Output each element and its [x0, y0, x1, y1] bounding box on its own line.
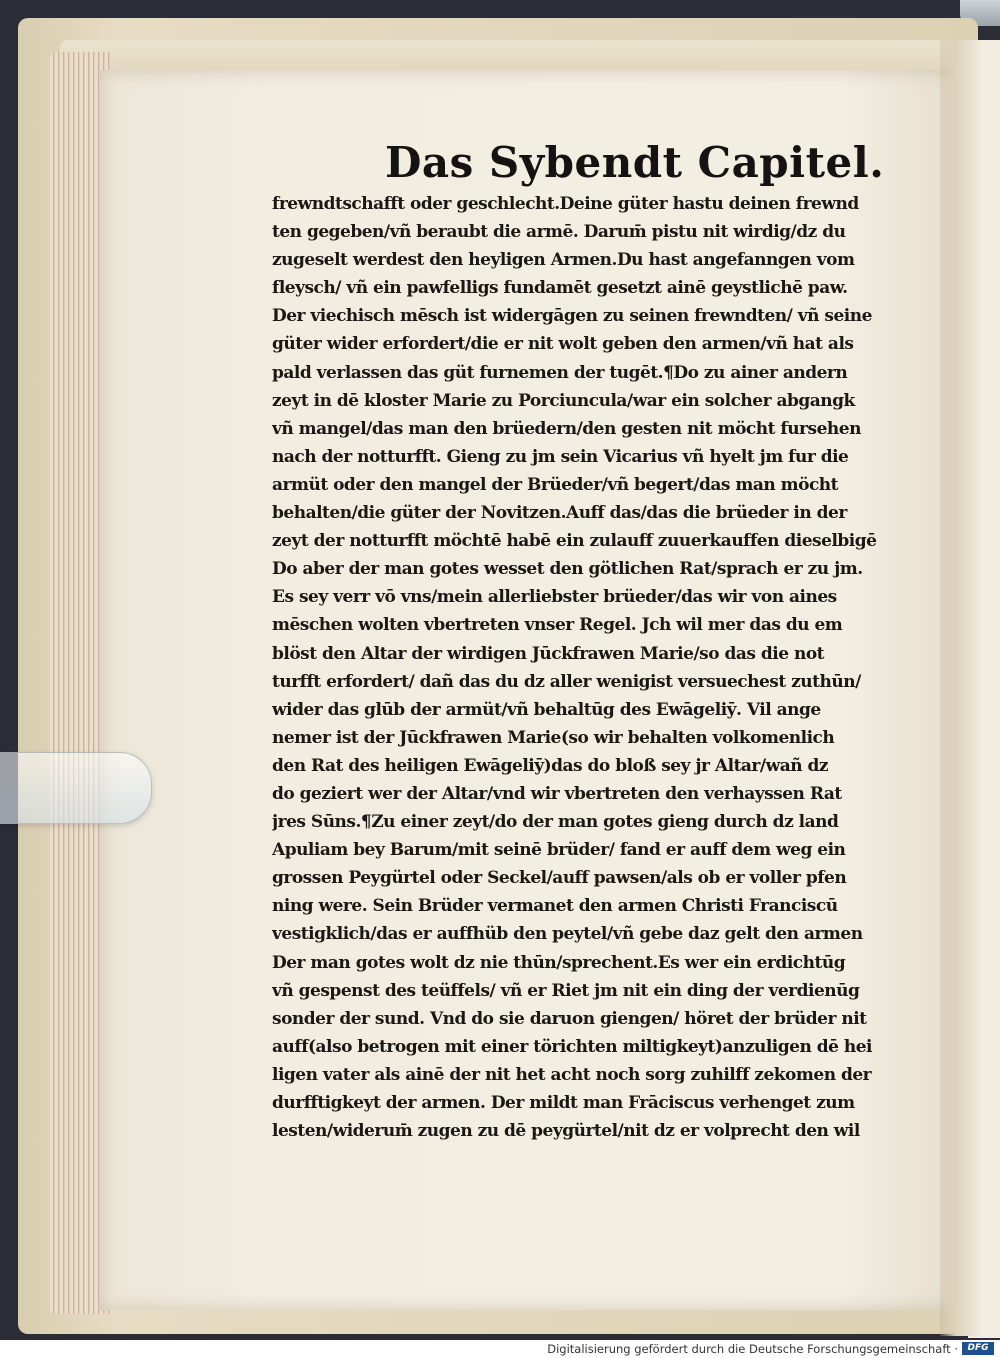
text-line: wider das glūb der armüt/vñ behaltūg des Ewāgeliȳ. Vil ange	[272, 699, 821, 720]
text-line: güter wider erfordert/die er nit wolt geben den armen/vñ hat als	[272, 334, 854, 355]
text-line: fleysch/ vñ ein pawfelligs fundamēt gesetzt ainē geystlichē paw.	[272, 278, 848, 299]
text-line: den Rat des heiligen Ewāgeliȳ)das do bloß sey jr Altar/wañ dz	[272, 755, 829, 776]
text-line: turfft erfordert/ dañ das du dz aller wenigist versuechest zuthūn/	[272, 671, 861, 692]
text-line: zugeselt werdest den heyligen Armen.Du hast angefanngen vom	[272, 250, 855, 271]
text-line: sonder der sund. Vnd do sie daruon giengen/ höret der brüder nit	[272, 1008, 867, 1029]
text-line: vñ gespenst des teüffels/ vñ er Riet jm nit ein ding der verdienūg	[272, 980, 860, 1001]
text-line: auff(also betrogen mit einer törichten miltigkeyt)anzuligen dē hei	[272, 1036, 872, 1057]
text-line: nemer ist der Jūckfrawen Marie(so wir behalten volkomenlich	[272, 727, 835, 748]
page-top-edge	[60, 40, 960, 70]
text-line: do geziert wer der Altar/vnd wir vbertreten den verhayssen Rat	[272, 783, 842, 804]
text-line: ten gegeben/vñ beraubt die armē. Darum̄ pistu nit wirdig/dz du	[272, 222, 846, 243]
text-line: vestigklich/das er auffhüb den peytel/vñ gebe daz gelt den armen	[272, 924, 863, 945]
dfg-logo: DFG	[962, 1342, 994, 1355]
text-line: grossen Peygürtel oder Seckel/auff pawsen/als ob er voller pfen	[272, 868, 847, 889]
text-line: pald verlassen das güt furnemen der tugēt.¶Do zu ainer andern	[272, 362, 848, 383]
text-line: ligen vater als ainē der nit het acht noch sorg zuhilff zekomen der	[272, 1064, 872, 1085]
text-line: ning were. Sein Brüder vermanet den armen Christi Franciscū	[272, 896, 838, 917]
text-line: behalten/die güter der Novitzen.Auff das/das die brüeder in der	[272, 503, 847, 524]
text-line: jres Sūns.¶Zu einer zeyt/do der man gotes gieng durch dz land	[272, 812, 839, 833]
text-line: Es sey verr vō vns/mein allerliebster brüeder/das wir von aines	[272, 587, 837, 608]
text-line: armüt oder den mangel der Brüeder/vñ begert/das man möcht	[272, 474, 839, 495]
chapter-heading: Das Sybendt Capitel.	[385, 138, 885, 187]
text-line: lesten/widerum̄ zugen zu dē peygürtel/nit dz er volprecht den wil	[272, 1121, 860, 1142]
text-line: Do aber der man gotes wesset den götlichen Rat/sprach er zu jm.	[272, 559, 863, 580]
text-line: blöst den Altar der wirdigen Jūckfrawen Marie/so das die not	[272, 643, 825, 664]
funding-credit: Digitalisierung gefördert durch die Deutsche Forschungsgemeinschaft ·	[547, 1342, 958, 1356]
plastic-page-clip	[0, 752, 152, 824]
text-line: vñ mangel/das man den brüedern/den gesten nit möcht fursehen	[272, 418, 861, 439]
text-line: zeyt der notturfft möchtē habē ein zulauff zuuerkauffen dieselbigē	[272, 531, 877, 552]
text-line: Der viechisch mēsch ist widergāgen zu seinen frewndten/ vñ seine	[272, 306, 872, 327]
text-line: Der man gotes wolt dz nie thūn/sprechent.Es wer ein erdichtūg	[272, 952, 846, 973]
text-line: nach der notturfft. Gieng zu jm sein Vicarius vñ hyelt jm fur die	[272, 446, 849, 467]
body-text	[272, 190, 922, 1145]
footer-bar	[0, 1340, 1000, 1358]
text-line: frewndtschafft oder geschlecht.Deine güter hastu deinen frewnd	[272, 194, 859, 214]
text-line: mēschen wolten vbertreten vnser Regel. Jch wil mer das du em	[272, 615, 843, 636]
gutter-shadow	[940, 40, 980, 1336]
text-line: Apuliam bey Barum/mit seinē brüder/ fand er auff dem weg ein	[272, 840, 846, 861]
text-line: zeyt in dē kloster Marie zu Porciuncula/war ein solcher abgangk	[272, 390, 855, 411]
text-line: durfftigkeyt der armen. Der mildt man Frāciscus verhenget zum	[272, 1093, 855, 1113]
